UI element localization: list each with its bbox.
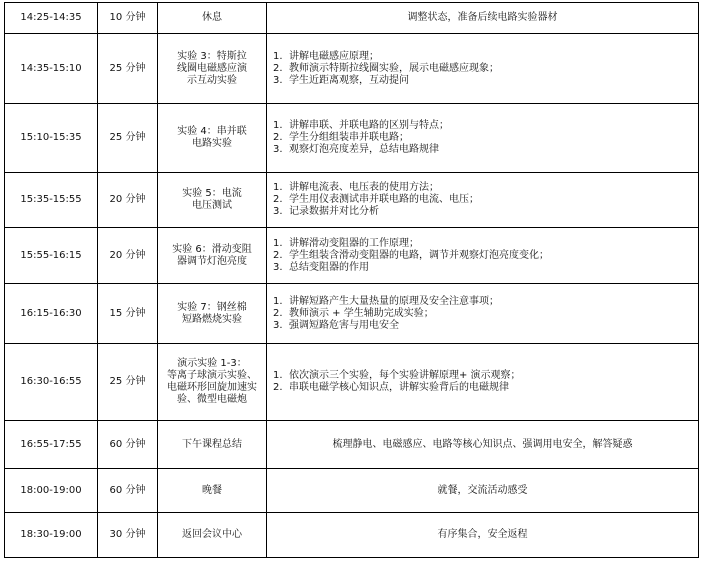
title-line: 实验 5：电流 (182, 188, 242, 199)
table-row (5, 284, 699, 344)
step-item (273, 51, 695, 63)
step-text: 学生近距离观察，互动提问 (289, 74, 409, 86)
time-cell: 16:55-17:55 (5, 421, 98, 469)
duration-cell: 60 分钟 (98, 469, 158, 513)
step-text: 讲解串联、并联电路的区别与特点； (289, 120, 449, 131)
step-number: 3. (273, 206, 283, 217)
step-text: 观察灯泡亮度差异，总结电路规律 (289, 144, 439, 155)
time-cell: 14:35-15:10 (5, 34, 98, 104)
title-line: 实验 3：特斯拉 (177, 50, 247, 62)
title-cell (158, 421, 267, 469)
step-item (273, 250, 695, 262)
step-number: 3. (273, 319, 283, 331)
title-cell (158, 228, 267, 284)
step-number: 3. (273, 261, 283, 273)
title-cell (158, 173, 267, 228)
step-text: 强调短路危害与用电安全 (289, 319, 399, 331)
duration-cell: 25 分钟 (98, 34, 158, 104)
title-line: 返回会议中心 (182, 529, 242, 540)
title-line: 电路实验 (192, 138, 232, 149)
step-item (273, 75, 695, 87)
step-item (273, 144, 695, 156)
table-row (5, 3, 699, 34)
title-cell (158, 34, 267, 104)
schedule-table (4, 2, 699, 558)
title-line: 下午课程总结 (182, 438, 242, 450)
duration-cell: 20 分钟 (98, 173, 158, 228)
step-item (273, 320, 695, 332)
content-cell: 调整状态，准备后续电路实验器材 (267, 3, 699, 34)
duration-cell: 10 分钟 (98, 3, 158, 34)
step-number: 1. (273, 237, 283, 249)
step-text: 依次演示三个实验，每个实验讲解原理+ 演示观察； (289, 370, 521, 381)
step-item (273, 132, 695, 144)
step-number: 2. (273, 62, 283, 74)
table-row (5, 469, 699, 513)
step-number: 2. (273, 132, 283, 143)
title-cell (158, 344, 267, 421)
title-line: 短路燃烧实验 (182, 313, 242, 325)
duration-cell: 30 分钟 (98, 513, 158, 558)
title-line: 实验 4：串并联 (177, 126, 247, 137)
step-number: 2. (273, 249, 283, 261)
title-line: 实验 7：钢丝棉 (177, 301, 247, 313)
step-text: 教师演示特斯拉线圈实验，展示电磁感应现象； (289, 62, 499, 74)
step-item (273, 370, 695, 382)
step-number: 3. (273, 74, 283, 86)
step-text: 学生用仪表测试串并联电路的电流、电压； (289, 194, 479, 205)
step-number: 1. (273, 120, 283, 131)
table-row (5, 104, 699, 173)
step-text: 学生组装含滑动变阻器的电路，调节并观察灯泡亮度变化； (289, 249, 549, 261)
step-text: 教师演示 + 学生辅助完成实验； (289, 307, 434, 319)
time-cell: 18:00-19:00 (5, 469, 98, 513)
step-number: 2. (273, 194, 283, 205)
step-item (273, 182, 695, 194)
step-text: 讲解电流表、电压表的使用方法； (289, 182, 439, 193)
title-line: 演示实验 1-3： (177, 358, 247, 369)
content-cell (267, 104, 699, 173)
title-cell (158, 469, 267, 513)
time-cell: 16:15-16:30 (5, 284, 98, 344)
table-row (5, 513, 699, 558)
time-cell: 15:35-15:55 (5, 173, 98, 228)
step-text: 记录数据并对比分析 (289, 206, 379, 217)
schedule-body (5, 3, 699, 558)
content-cell (267, 228, 699, 284)
time-cell: 15:10-15:35 (5, 104, 98, 173)
duration-cell: 20 分钟 (98, 228, 158, 284)
table-row (5, 34, 699, 104)
title-line: 电磁环形回旋加速实 (167, 382, 257, 393)
duration-cell: 25 分钟 (98, 344, 158, 421)
step-list (273, 51, 695, 87)
title-cell (158, 284, 267, 344)
step-number: 3. (273, 144, 283, 155)
step-item (273, 308, 695, 320)
step-item (273, 238, 695, 250)
step-item (273, 120, 695, 132)
title-line: 线圈电磁感应演 (177, 62, 247, 74)
title-cell (158, 104, 267, 173)
duration-cell: 60 分钟 (98, 421, 158, 469)
time-cell: 18:30-19:00 (5, 513, 98, 558)
step-text: 总结变阻器的作用 (289, 261, 369, 273)
step-item (273, 63, 695, 75)
step-item (273, 206, 695, 218)
step-text: 学生分组组装串并联电路； (289, 132, 409, 143)
step-list (273, 296, 695, 332)
step-item (273, 262, 695, 274)
table-row (5, 228, 699, 284)
table-row (5, 344, 699, 421)
content-cell (267, 34, 699, 104)
title-cell (158, 3, 267, 34)
title-line: 等离子球演示实验、 (167, 370, 257, 381)
duration-cell: 25 分钟 (98, 104, 158, 173)
content-cell: 梳理静电、电磁感应、电路等核心知识点、强调用电安全，解答疑惑 (267, 421, 699, 469)
step-item (273, 296, 695, 308)
title-line: 晚餐 (202, 484, 222, 496)
content-cell: 有序集合，安全返程 (267, 513, 699, 558)
content-cell (267, 173, 699, 228)
step-number: 1. (273, 50, 283, 62)
step-number: 1. (273, 182, 283, 193)
duration-cell: 15 分钟 (98, 284, 158, 344)
title-line: 电压测试 (192, 200, 232, 211)
title-line: 器调节灯泡亮度 (177, 255, 247, 267)
step-item (273, 382, 695, 394)
step-number: 1. (273, 295, 283, 307)
title-line: 示互动实验 (187, 74, 237, 86)
step-list (273, 120, 695, 156)
step-number: 2. (273, 382, 283, 393)
title-line: 验、微型电磁炮 (177, 394, 247, 405)
time-cell: 14:25-14:35 (5, 3, 98, 34)
step-item (273, 194, 695, 206)
title-line: 休息 (202, 12, 222, 23)
table-row (5, 173, 699, 228)
step-text: 串联电磁学核心知识点，讲解实验背后的电磁规律 (289, 382, 509, 393)
step-text: 讲解滑动变阻器的工作原理； (289, 237, 419, 249)
step-text: 讲解短路产生大量热量的原理及安全注意事项； (289, 295, 499, 307)
step-text: 讲解电磁感应原理； (289, 50, 379, 62)
step-list (273, 370, 695, 394)
table-row (5, 421, 699, 469)
time-cell: 15:55-16:15 (5, 228, 98, 284)
title-cell (158, 513, 267, 558)
title-line: 实验 6：滑动变阻 (172, 243, 252, 255)
content-cell: 就餐，交流活动感受 (267, 469, 699, 513)
content-cell (267, 284, 699, 344)
step-list (273, 238, 695, 274)
step-number: 1. (273, 370, 283, 381)
step-number: 2. (273, 307, 283, 319)
time-cell: 16:30-16:55 (5, 344, 98, 421)
step-list (273, 182, 695, 218)
content-cell (267, 344, 699, 421)
